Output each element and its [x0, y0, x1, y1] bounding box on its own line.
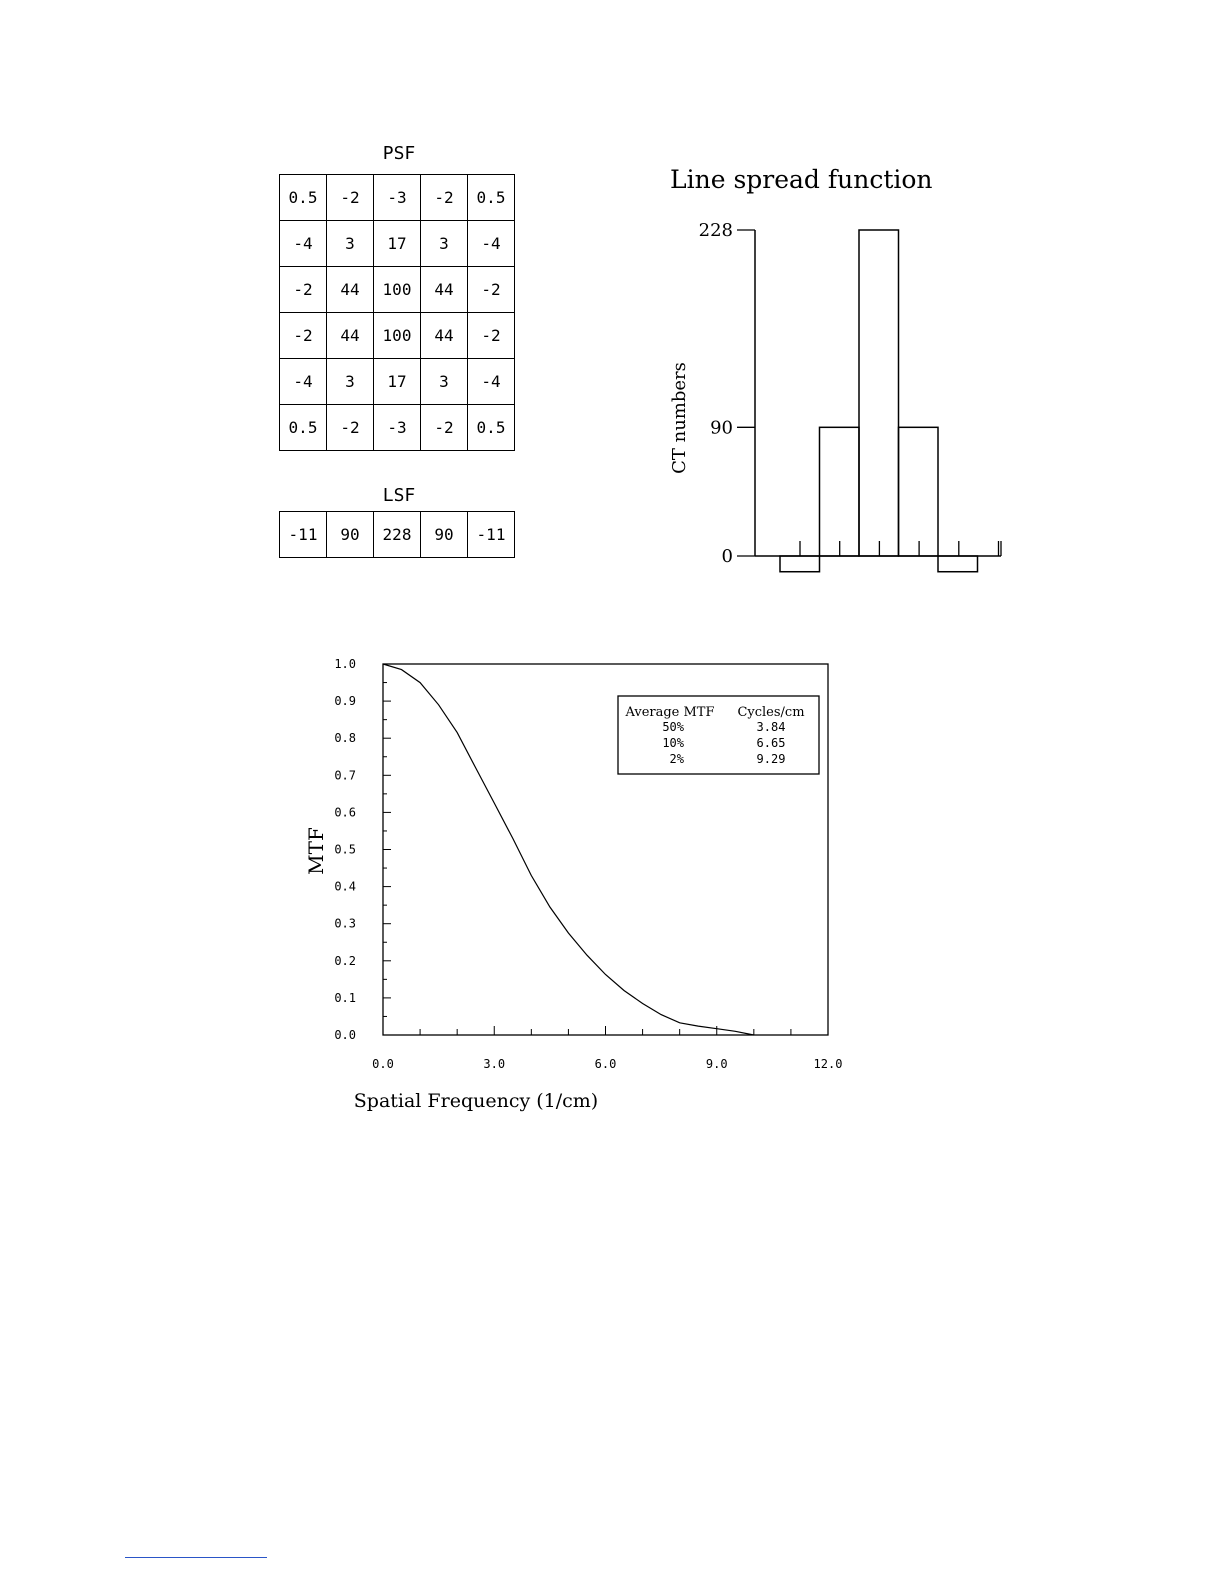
psf-cell: -4 — [468, 359, 515, 405]
bar — [780, 556, 820, 572]
psf-cell: 44 — [327, 313, 374, 359]
psf-cell: -2 — [327, 405, 374, 451]
psf-cell: -2 — [468, 313, 515, 359]
psf-cell: 0.5 — [280, 175, 327, 221]
lsf-title: LSF — [382, 485, 416, 506]
psf-cell: 0.5 — [280, 405, 327, 451]
y-tick-label: 228 — [698, 220, 733, 241]
mtf-chart — [290, 640, 850, 1130]
psf-cell: 44 — [327, 267, 374, 313]
lsf-row — [280, 512, 515, 558]
lsf-table — [279, 511, 515, 558]
x-tick-label: 0.0 — [372, 1057, 394, 1071]
psf-cell: -2 — [421, 405, 468, 451]
psf-row — [280, 359, 515, 405]
psf-cell: -3 — [374, 175, 421, 221]
psf-row — [280, 267, 515, 313]
psf-cell: -2 — [280, 267, 327, 313]
lsf-cell: 228 — [374, 512, 421, 558]
legend-cell: 2% — [669, 752, 684, 766]
psf-cell: 3 — [421, 221, 468, 267]
chart-title: Line spread function — [670, 165, 933, 194]
y-tick-label: 0.9 — [334, 694, 356, 709]
psf-title: PSF — [382, 143, 416, 164]
y-tick-label: 0.0 — [334, 1028, 356, 1042]
psf-cell: -4 — [468, 221, 515, 267]
psf-cell: 44 — [421, 313, 468, 359]
x-tick-label: 12.0 — [813, 1057, 843, 1071]
psf-cell: 100 — [374, 313, 421, 359]
psf-cell: 17 — [374, 221, 421, 267]
y-axis-label: CT numbers — [669, 362, 690, 474]
footnote-rule — [125, 1557, 267, 1558]
lsf-cell: 90 — [421, 512, 468, 558]
psf-cell: -3 — [374, 405, 421, 451]
legend-cell: 10% — [662, 736, 684, 750]
psf-row — [280, 405, 515, 451]
psf-row — [280, 175, 515, 221]
psf-cell: 0.5 — [468, 405, 515, 451]
psf-cell: 3 — [327, 359, 374, 405]
y-tick-label: 0 — [721, 546, 733, 567]
legend-cell: 3.84 — [756, 720, 786, 734]
psf-cell: 100 — [374, 267, 421, 313]
y-tick-label: 1.0 — [334, 657, 356, 671]
x-tick-label: 9.0 — [705, 1057, 728, 1071]
y-tick-label: 0.7 — [334, 768, 356, 783]
lsf-cell: 90 — [327, 512, 374, 558]
legend-cell: 6.65 — [756, 736, 786, 750]
x-tick-label: 3.0 — [483, 1057, 506, 1071]
legend-cell: 50% — [662, 720, 684, 734]
psf-table — [279, 174, 515, 451]
psf-cell: -2 — [280, 313, 327, 359]
psf-cell: 3 — [327, 221, 374, 267]
y-tick-label: 0.4 — [334, 879, 356, 894]
y-axis-label: MTF — [304, 827, 328, 875]
psf-cell: 17 — [374, 359, 421, 405]
psf-cell: -4 — [280, 221, 327, 267]
x-axis-label: Spatial Frequency (1/cm) — [353, 1090, 599, 1112]
y-tick-label: 0.5 — [334, 842, 356, 857]
psf-cell: -4 — [280, 359, 327, 405]
psf-cell: -2 — [468, 267, 515, 313]
lsf-cell: -11 — [280, 512, 327, 558]
psf-row — [280, 221, 515, 267]
psf-cell: -2 — [327, 175, 374, 221]
psf-cell: 0.5 — [468, 175, 515, 221]
psf-cell: 3 — [421, 359, 468, 405]
psf-row — [280, 313, 515, 359]
y-tick-label: 0.2 — [334, 953, 356, 968]
y-tick-label: 90 — [710, 417, 733, 439]
bar — [820, 427, 860, 556]
legend-cell: 9.29 — [756, 752, 786, 766]
psf-cell: 44 — [421, 267, 468, 313]
bar — [859, 230, 899, 556]
x-tick-label: 6.0 — [594, 1057, 617, 1071]
legend-header: Average MTF — [625, 705, 715, 720]
bar — [938, 556, 978, 572]
y-tick-label: 0.3 — [334, 916, 356, 931]
lsf-cell: -11 — [468, 512, 515, 558]
psf-cell: -2 — [421, 175, 468, 221]
legend-header: Cycles/cm — [737, 705, 805, 720]
line-spread-chart — [640, 150, 1040, 610]
bar — [899, 427, 939, 556]
y-tick-label: 0.8 — [334, 731, 356, 746]
y-tick-label: 0.1 — [334, 990, 356, 1005]
y-tick-label: 0.6 — [334, 805, 356, 820]
